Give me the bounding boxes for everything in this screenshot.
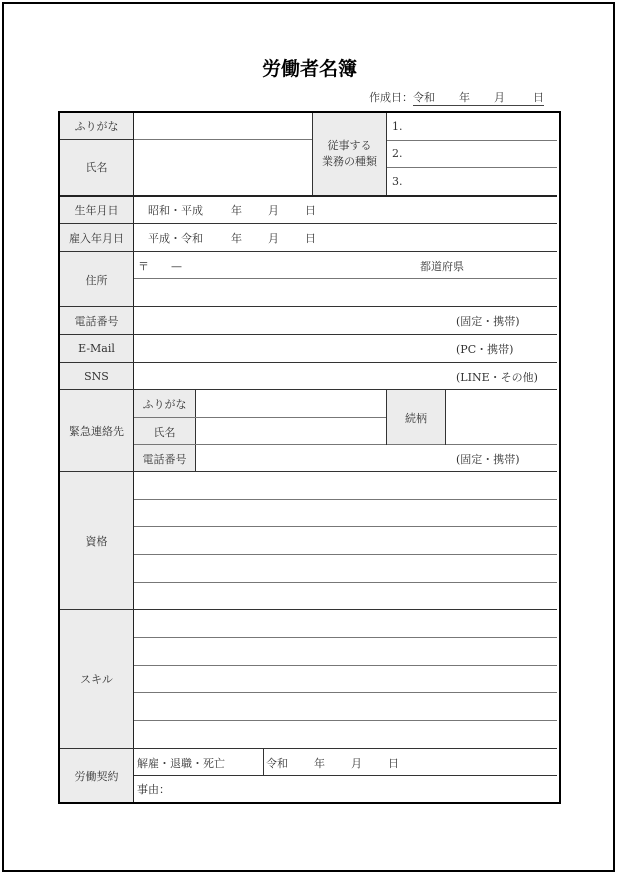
- grid-line: [387, 167, 557, 168]
- contract-end-type[interactable]: 解雇・退職・死亡: [137, 756, 225, 770]
- grid-line: [134, 278, 557, 279]
- created-date-label: 作成日：: [369, 91, 413, 104]
- contract-end-date[interactable]: [266, 749, 466, 776]
- name-field[interactable]: [134, 140, 312, 195]
- relationship-label: 続柄: [387, 390, 445, 445]
- created-day: 日: [533, 91, 544, 104]
- grid-line: [134, 637, 557, 638]
- grid-line: [134, 775, 557, 776]
- emergency-furigana-field[interactable]: [196, 390, 386, 417]
- created-date[interactable]: [369, 89, 544, 106]
- address-label: 住所: [60, 252, 133, 307]
- birth-era: 昭和・平成: [148, 203, 203, 217]
- grid-line: [134, 582, 557, 583]
- furigana-field[interactable]: [134, 113, 312, 139]
- grid-line: [134, 665, 557, 666]
- grid-line: [60, 139, 133, 140]
- phone-label: 電話番号: [60, 307, 133, 334]
- hire-date-field[interactable]: [148, 224, 448, 251]
- grid-line: [60, 471, 557, 472]
- grid-line: [60, 251, 557, 252]
- prefecture-label: 都道府県: [420, 259, 464, 273]
- skill-label: スキル: [60, 610, 133, 748]
- grid-line: [60, 362, 557, 363]
- contract-era: 令和: [266, 756, 288, 770]
- email-field[interactable]: [134, 335, 434, 362]
- sns-label: SNS: [60, 363, 133, 390]
- birth-year: 年: [231, 203, 242, 217]
- emergency-phone-label: 電話番号: [134, 445, 195, 472]
- postal-code-field[interactable]: 〒 —: [138, 259, 182, 273]
- duty-item-2[interactable]: 2.: [392, 147, 403, 160]
- emergency-contact-label: 緊急連絡先: [60, 390, 133, 472]
- grid-line: [195, 390, 196, 472]
- emergency-name-field[interactable]: [196, 418, 386, 445]
- grid-line: [134, 417, 387, 418]
- grid-line: [134, 554, 557, 555]
- duty-type-label: [313, 113, 386, 195]
- grid-line: [445, 390, 446, 445]
- emergency-phone-type-note: (固定・携帯): [456, 452, 520, 466]
- phone-field[interactable]: [134, 307, 434, 334]
- hire-year: 年: [231, 231, 242, 245]
- hire-date-label: 雇入年月日: [60, 224, 133, 251]
- grid-line: [386, 390, 387, 445]
- grid-line: [386, 113, 387, 196]
- grid-line: [60, 389, 557, 390]
- contract-year: 年: [314, 756, 325, 770]
- qualification-label: 資格: [60, 472, 133, 610]
- phone-type-note: (固定・携帯): [456, 314, 520, 328]
- grid-line: [60, 334, 557, 335]
- furigana-label: ふりがな: [60, 113, 133, 139]
- birth-month: 月: [268, 203, 279, 217]
- page-title: 労働者名簿: [261, 58, 357, 80]
- label-column-divider: [133, 113, 134, 802]
- labor-contract-label: 労働契約: [60, 749, 133, 802]
- created-era: 令和: [413, 91, 435, 104]
- sns-field[interactable]: [134, 363, 434, 390]
- emergency-name-label: 氏名: [134, 418, 195, 445]
- created-date-value[interactable]: [413, 89, 544, 106]
- birth-day: 日: [305, 203, 316, 217]
- grid-line: [60, 195, 557, 197]
- grid-line: [134, 692, 557, 693]
- grid-line: [387, 140, 557, 141]
- grid-line: [134, 499, 557, 500]
- duty-type-label-line2: 業務の種類: [322, 155, 377, 168]
- qualification-field[interactable]: [134, 472, 557, 610]
- created-year: 年: [459, 91, 470, 104]
- grid-line: [134, 720, 557, 721]
- skill-field[interactable]: [134, 610, 557, 748]
- duty-item-3[interactable]: 3.: [392, 175, 403, 188]
- hire-month: 月: [268, 231, 279, 245]
- contract-reason-field[interactable]: 事由：: [137, 783, 170, 796]
- emergency-phone-field[interactable]: [196, 445, 446, 472]
- birth-date-field[interactable]: [148, 196, 448, 223]
- address-field[interactable]: [134, 279, 557, 306]
- hire-day: 日: [305, 231, 316, 245]
- duty-item-1[interactable]: 1.: [392, 120, 403, 133]
- birth-date-label: 生年月日: [60, 196, 133, 223]
- grid-line: [60, 223, 557, 224]
- contract-day: 日: [388, 756, 399, 770]
- hire-era: 平成・令和: [148, 231, 203, 245]
- emergency-furigana-label: ふりがな: [134, 390, 195, 417]
- grid-line: [134, 526, 557, 527]
- grid-line: [60, 306, 557, 307]
- grid-line: [312, 113, 313, 196]
- worker-register-form: [58, 111, 561, 804]
- contract-month: 月: [351, 756, 362, 770]
- grid-line: [60, 748, 557, 749]
- grid-line: [134, 444, 557, 445]
- email-type-note: (PC・携帯): [456, 342, 514, 356]
- email-label: E-Mail: [60, 335, 133, 362]
- sns-type-note: (LINE・その他): [456, 370, 538, 384]
- name-label: 氏名: [60, 139, 133, 195]
- relationship-field[interactable]: [446, 390, 557, 445]
- duty-type-label-line1: 従事する: [327, 139, 372, 152]
- grid-line: [60, 609, 557, 610]
- created-month: 月: [494, 91, 505, 104]
- grid-line: [263, 749, 264, 776]
- grid-line: [134, 139, 313, 140]
